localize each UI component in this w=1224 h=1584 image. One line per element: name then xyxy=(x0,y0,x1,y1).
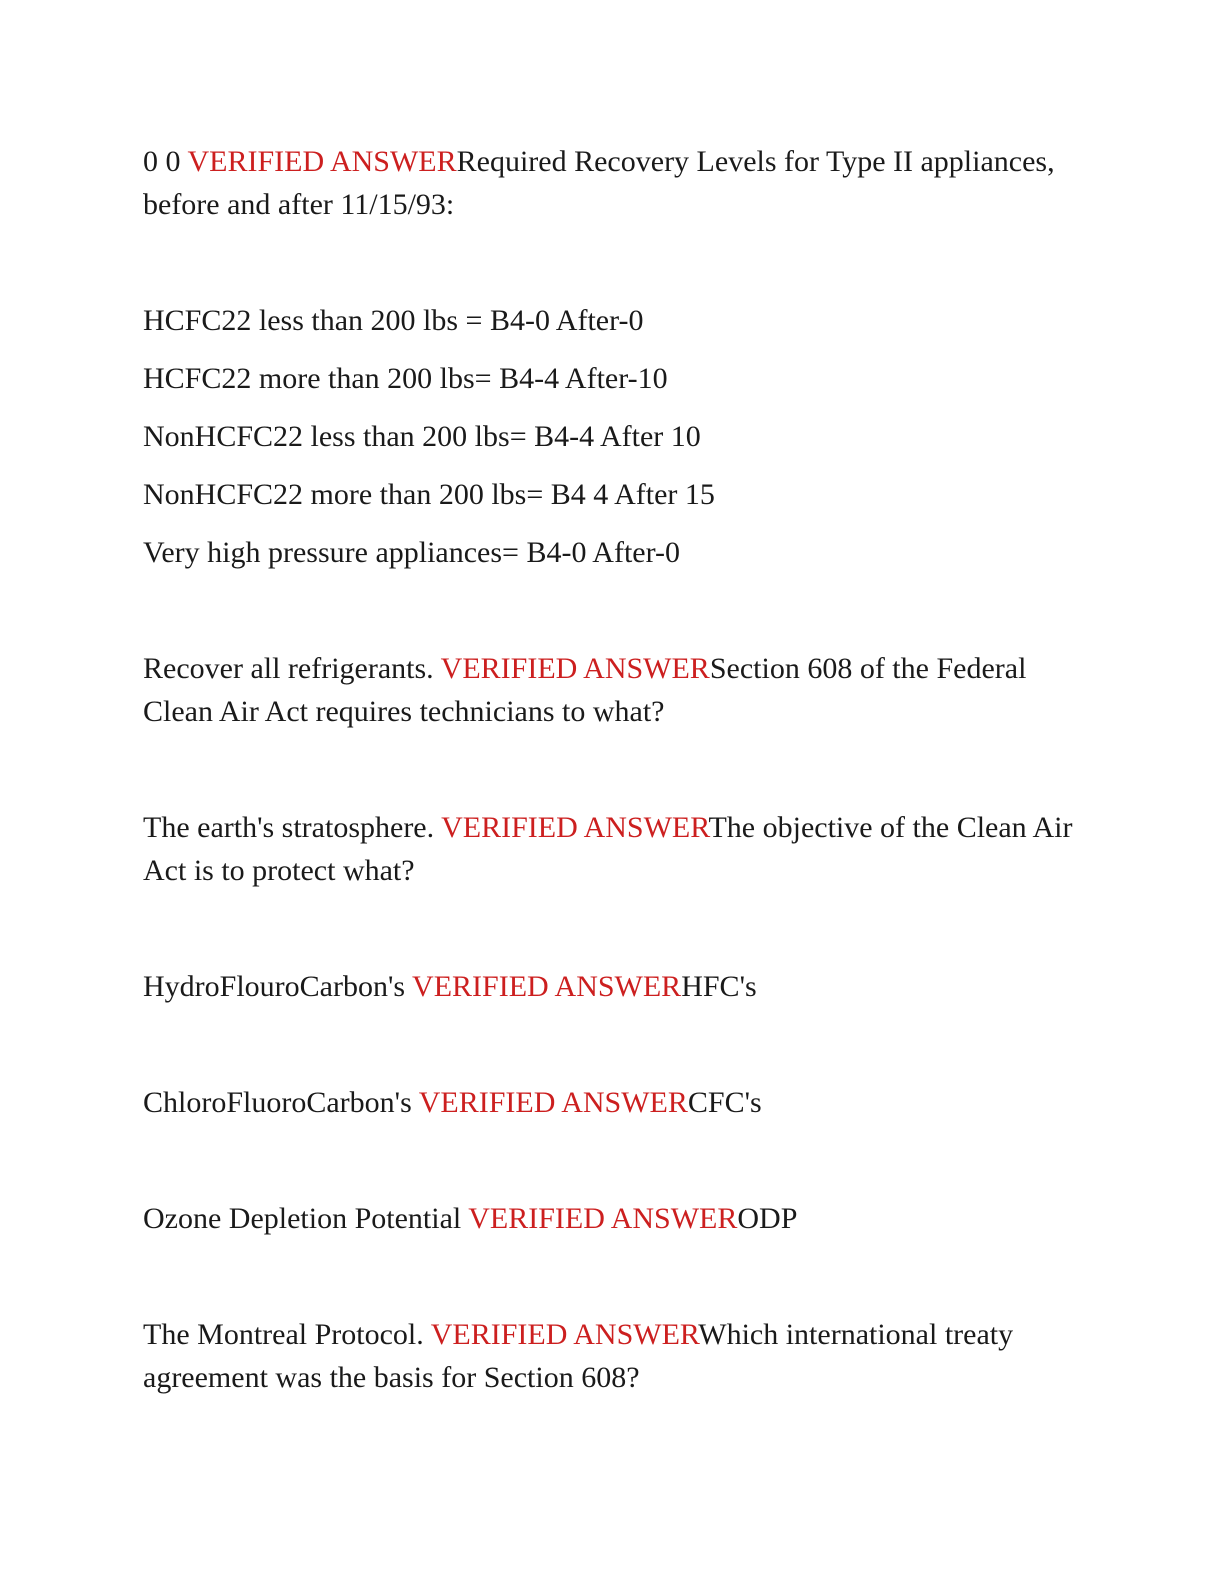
answer-text: The earth's stratosphere. xyxy=(143,811,442,844)
verified-answer-marker: VERIFIED ANSWER xyxy=(468,1202,738,1235)
recovery-level-line: HCFC22 less than 200 lbs = B4-0 After-0 xyxy=(143,304,644,337)
verified-answer-marker: VERIFIED ANSWER xyxy=(187,145,457,178)
verified-answer-marker: VERIFIED ANSWER xyxy=(441,811,709,844)
answer-text: 0 0 xyxy=(143,145,188,178)
verified-answer-marker: VERIFIED ANSWER xyxy=(430,1318,699,1351)
recovery-level-line: Very high pressure appliances= B4-0 After-0 xyxy=(143,536,680,569)
qa-cfc xyxy=(143,1081,1083,1124)
qa-odp xyxy=(143,1197,1083,1240)
qa-hfc xyxy=(143,965,1083,1008)
qa-recovery-levels xyxy=(143,140,1083,226)
answer-text: ChloroFluoroCarbon's xyxy=(143,1086,419,1119)
question-text: CFC's xyxy=(687,1086,762,1119)
verified-answer-marker: VERIFIED ANSWER xyxy=(440,652,710,685)
answer-text: The Montreal Protocol. xyxy=(143,1318,431,1351)
recovery-level-line: HCFC22 more than 200 lbs= B4-4 After-10 xyxy=(143,362,668,395)
verified-answer-marker: VERIFIED ANSWER xyxy=(412,970,682,1003)
question-text: HFC's xyxy=(681,970,757,1003)
answer-text: HydroFlouroCarbon's xyxy=(143,970,413,1003)
qa-clean-air-act-objective xyxy=(143,806,1083,892)
recovery-level-line: NonHCFC22 more than 200 lbs= B4 4 After 15 xyxy=(143,478,715,511)
recovery-level-line: NonHCFC22 less than 200 lbs= B4-4 After 10 xyxy=(143,420,701,453)
question-text: ODP xyxy=(737,1202,798,1235)
question-text: The objective of the Clean Air Act is to protect what? xyxy=(143,811,1073,887)
qa-section-608 xyxy=(143,647,1083,733)
question-text: Required Recovery Levels for Type II appliances, before and after 11/15/93: xyxy=(143,145,1055,221)
question-text: Which international treaty agreement was the basis for Section 608? xyxy=(143,1318,1014,1394)
question-text: Section 608 of the Federal Clean Air Act requires technicians to what? xyxy=(143,652,1027,728)
answer-text: Ozone Depletion Potential xyxy=(143,1202,469,1235)
answer-text: Recover all refrigerants. xyxy=(143,652,441,685)
verified-answer-marker: VERIFIED ANSWER xyxy=(418,1086,688,1119)
qa-montreal-protocol xyxy=(143,1313,1083,1399)
